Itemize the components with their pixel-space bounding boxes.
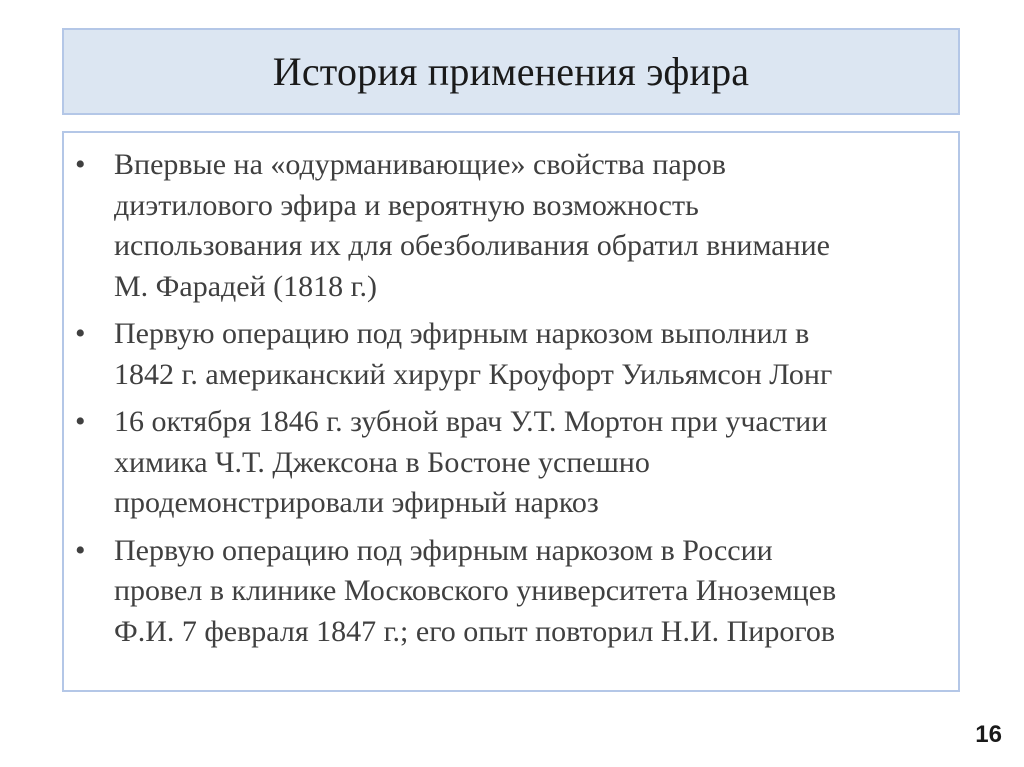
bullet-marker: •: [75, 405, 86, 438]
bullet-text-line: использования их для обезболивания обратил внимание: [114, 229, 830, 262]
page-number: 16: [975, 721, 1002, 748]
bullet-text-line: Первую операцию под эфирным наркозом в России: [114, 533, 773, 567]
bullet-text-line: Первую операцию под эфирным наркозом выполнил в: [114, 317, 810, 350]
bullet-text-line: Впервые на «одурманивающие» свойства паров: [114, 148, 726, 181]
bullet-marker: •: [75, 533, 86, 567]
bullet-list: [64, 133, 958, 652]
bullet-item: [64, 402, 940, 524]
bullet-marker: •: [75, 148, 86, 181]
content-box: [62, 131, 960, 692]
bullet-item: [64, 145, 940, 307]
bullet-item: [64, 531, 940, 653]
bullet-text-line: 1842 г. американский хирург Кроуфорт Уильямсон Лонг: [114, 357, 833, 391]
bullet-text-line: провел в клинике Московского университета Иноземцев: [114, 574, 837, 607]
slide-title: История применения эфира: [272, 49, 750, 94]
bullet-text-line: продемонстрировали эфирный наркоз: [114, 486, 599, 519]
bullet-text-line: Ф.И. 7 февраля 1847 г.; его опыт повторил Н.И. Пирогов: [114, 614, 836, 648]
bullet-text-line: диэтилового эфира и вероятную возможность: [114, 188, 699, 222]
bullet-item: [64, 314, 940, 395]
bullet-text-line: М. Фарадей (1818 г.): [114, 269, 378, 303]
title-box: [62, 28, 960, 115]
bullet-text-line: химика Ч.Т. Джексона в Бостоне успешно: [114, 445, 650, 479]
bullet-text-line: 16 октября 1846 г. зубной врач У.Т. Мортон при участии: [114, 405, 828, 438]
bullet-marker: •: [75, 317, 86, 350]
